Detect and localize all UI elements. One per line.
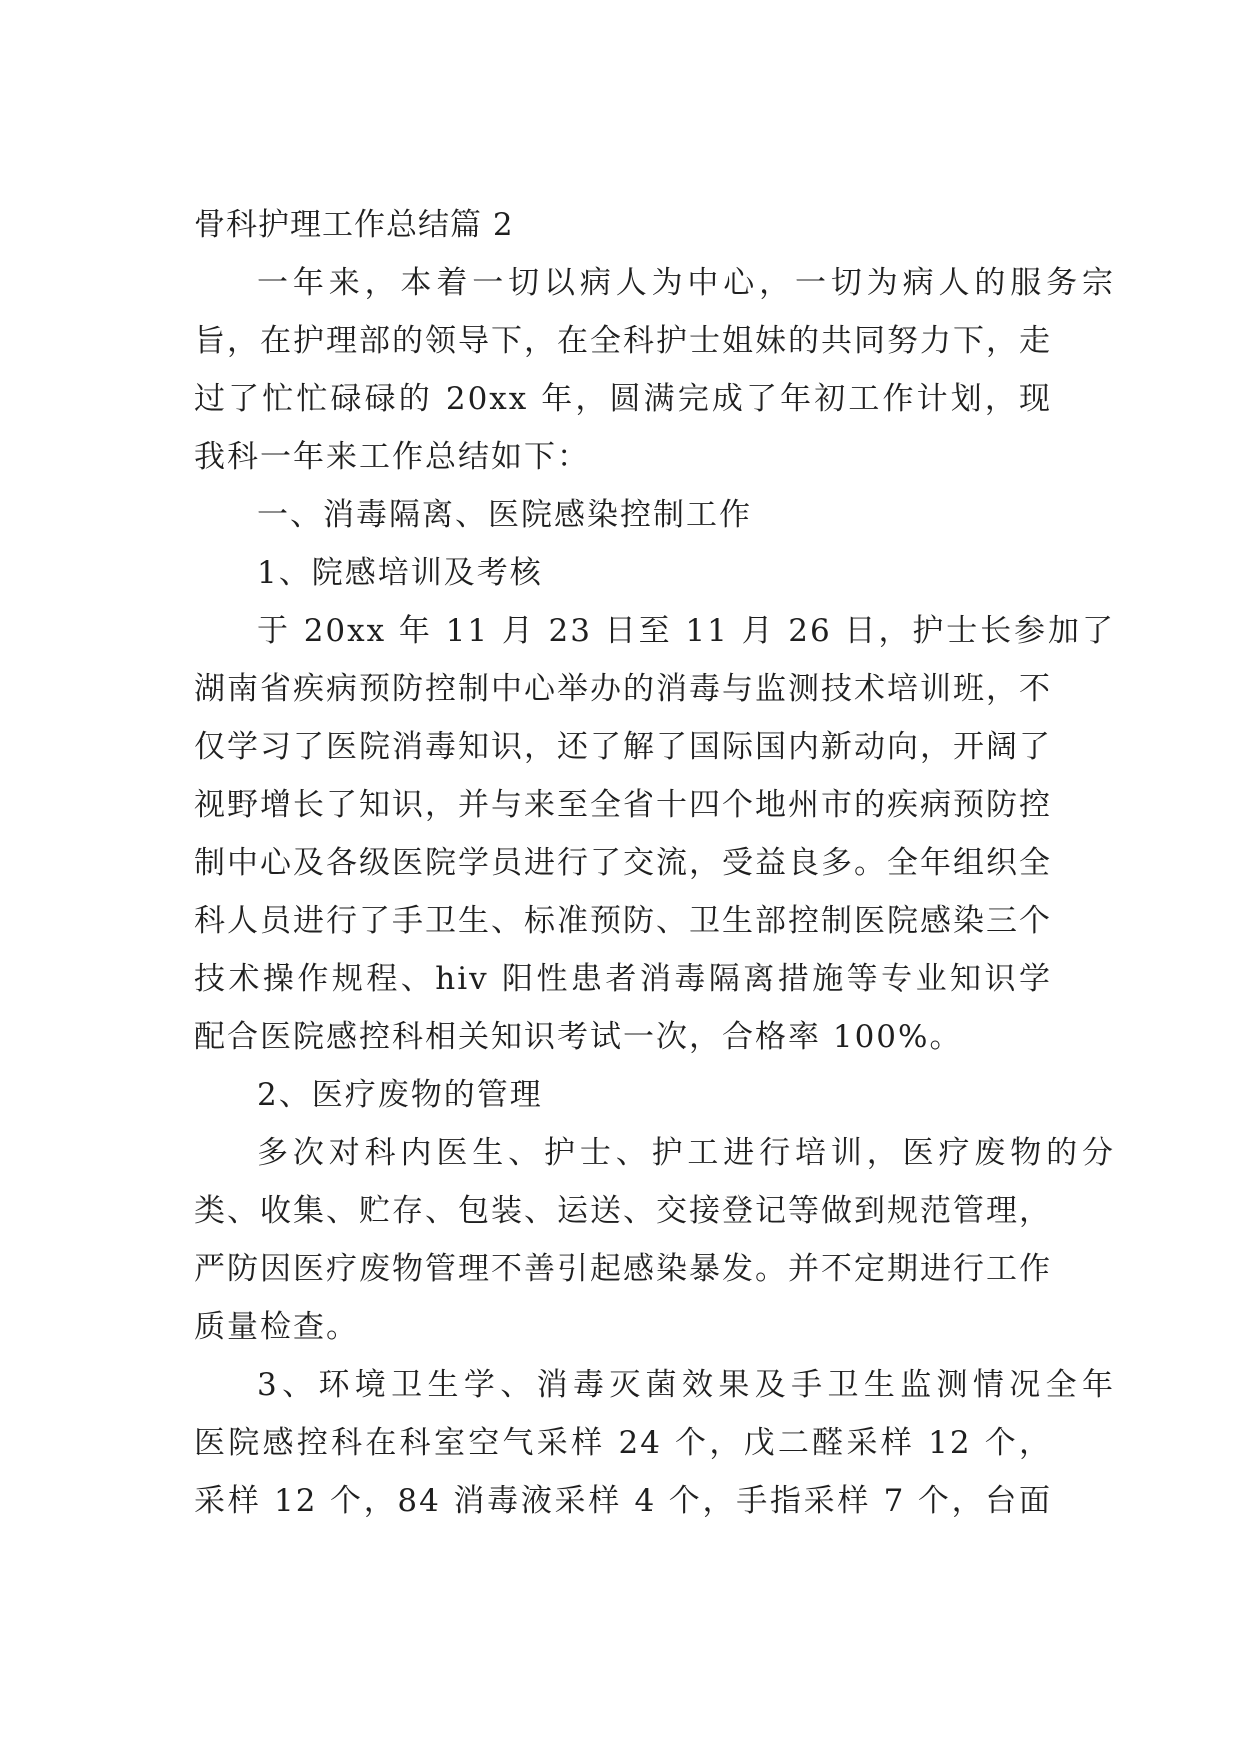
subsection-heading: 3、环境卫生学、消毒灭菌效果及手卫生监测情况全年 [257,1367,1115,1403]
paragraph-line: 科人员进行了手卫生、标准预防、卫生部控制医院感染三个 [194,903,1052,939]
document-page [194,196,1115,1530]
document-body [194,254,1115,1530]
paragraph-line: 旨，在护理部的领导下，在全科护士姐妹的共同努力下，走 [194,323,1052,359]
paragraph-line: 技术操作规程、hiv 阳性患者消毒隔离措施等专业知识学 [194,961,1052,997]
paragraph-line: 于 20xx 年 11 月 23 日至 11 月 26 日，护士长参加了 [257,613,1115,649]
subsection-heading: 1、院感培训及考核 [257,555,543,591]
section-heading: 一、消毒隔离、医院感染控制工作 [257,497,752,533]
paragraph-line: 质量检查。 [194,1309,359,1345]
document-title: 骨科护理工作总结篇 2 [194,207,514,243]
paragraph-line: 类、收集、贮存、包装、运送、交接登记等做到规范管理， [194,1193,1052,1229]
paragraph-line: 湖南省疾病预防控制中心举办的消毒与监测技术培训班，不 [194,671,1052,707]
paragraph-line: 多次对科内医生、护士、护工进行培训，医疗废物的分 [257,1135,1115,1171]
paragraph-line: 视野增长了知识，并与来至全省十四个地州市的疾病预防控 [194,787,1052,823]
paragraph-line: 配合医院感控科相关知识考试一次，合格率 100%。 [194,1019,963,1055]
paragraph-line: 过了忙忙碌碌的 20xx 年，圆满完成了年初工作计划，现 [194,381,1052,417]
subsection-heading: 2、医疗废物的管理 [257,1077,543,1113]
paragraph-line: 医院感控科在科室空气采样 24 个，戊二醛采样 12 个， [194,1425,1052,1461]
paragraph-line: 采样 12 个，84 消毒液采样 4 个，手指采样 7 个，台面 [194,1483,1052,1519]
paragraph-line: 严防因医疗废物管理不善引起感染暴发。并不定期进行工作 [194,1251,1052,1287]
paragraph-line: 制中心及各级医院学员进行了交流，受益良多。全年组织全 [194,845,1052,881]
paragraph-line: 仅学习了医院消毒知识，还了解了国际国内新动向，开阔了 [194,729,1052,765]
paragraph-line: 一年来，本着一切以病人为中心，一切为病人的服务宗 [257,265,1115,301]
paragraph-line: 我科一年来工作总结如下： [194,439,590,475]
